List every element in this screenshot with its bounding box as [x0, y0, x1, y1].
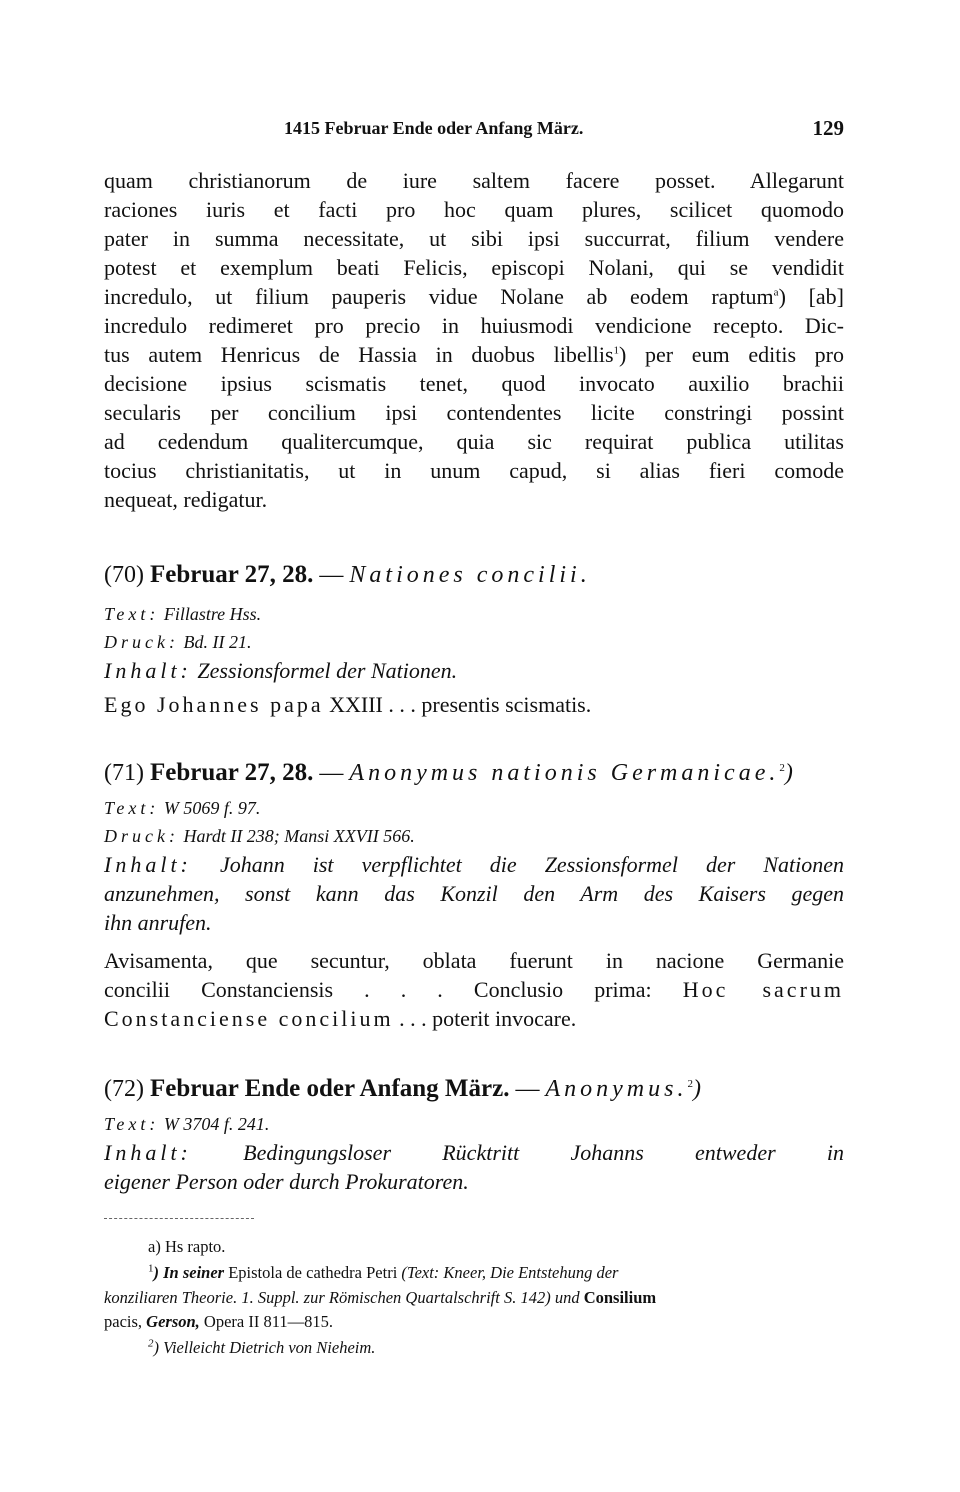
entry-72-text-value: W 3704 f. 241. [163, 1114, 270, 1134]
footnote-1-line-3 [104, 1311, 844, 1333]
body-line-3: pater in summa necessitate, ut sibi ipsi succurrat, filium vendere [104, 226, 844, 251]
entry-71-body-line-3b: . . . poterit invocare. [399, 1006, 577, 1031]
entry-71-druck-line [104, 822, 844, 851]
entry-71-body-line-3a: Constanciense concilium [104, 1006, 394, 1031]
entry-71-date: Februar 27, 28. [149, 759, 314, 786]
entry-71-body-line-3 [104, 1004, 844, 1033]
footnote-2 [148, 1337, 888, 1359]
body-line-8: decisione ipsius scismatis tenet, quod invocato auxilio brachii [104, 371, 844, 396]
footnote-1-pacis: pacis, [104, 1312, 143, 1331]
body-line-5-text: incredulo, ut filium pauperis vidue Nolane ab eodem raptum [104, 284, 774, 309]
entry-70-text-label: Text: [104, 604, 160, 624]
entry-71-body-line-2 [104, 975, 844, 1004]
body-line-7-tail: ) per eum editis pro [619, 342, 844, 367]
entry-72-heading [104, 1074, 844, 1104]
entry-71-text-value: W 5069 f. 97. [163, 798, 261, 818]
entry-71-druck-value: Hardt II 238; Mansi XXVII 566. [183, 826, 415, 846]
entry-70-heading [104, 560, 844, 590]
footnote-2-text: ) Vielleicht Dietrich von Nieheim. [153, 1338, 376, 1357]
entry-72-title-tail: ) [692, 1076, 701, 1102]
entry-70-inhalt-label: Inhalt: [104, 658, 192, 683]
running-head [104, 118, 844, 144]
body-line-6: incredulo redimeret pro precio in huiusmodi vendicione recepto. Dic- [104, 313, 844, 338]
entry-70-quote-spaced: Ego Johannes papa [104, 692, 324, 717]
body-line-10: ad cedendum qualitercumque, quia sic requirat publica utilitas [104, 429, 844, 454]
footnote-1-marker: 1 [148, 1262, 154, 1275]
entry-71-dash: — [319, 760, 344, 786]
entry-71-body-line-2a: concilii Constanciensis . . . Conclusio prima: [104, 977, 652, 1002]
body-line-9: secularis per concilium ipsi contendentes licite constringi possint [104, 400, 844, 425]
entry-70-number: (70) [104, 562, 144, 588]
entry-71-title-tail: ) [784, 760, 793, 786]
entry-72-inhalt-label: Inhalt: [104, 1140, 192, 1165]
entry-71-heading [104, 758, 844, 788]
body-line-4: potest et exemplum beati Felicis, episcopi Nolani, qui se vendidit [104, 255, 844, 280]
entry-71-inhalt-line-1 [104, 850, 844, 879]
body-line-7-text: tus autem Henricus de Hassia in duobus libellis [104, 342, 614, 367]
entry-70-title: Nationes concilii. [349, 562, 591, 588]
entry-72-inhalt-text-1: Bedingungsloser Rücktritt Johanns entweder in [243, 1140, 844, 1165]
entry-70-inhalt-value: Zessionsformel der Nationen. [197, 658, 458, 683]
entry-71-inhalt-line-3: ihn anrufen. [104, 910, 212, 935]
entry-71-inhalt-text-1: Johann ist verpflichtet die Zessionsformel der Nationen [219, 852, 844, 877]
footnote-1-ref: konziliaren Theorie. 1. Suppl. zur Römischen Quartalschrift S. 142) und [104, 1288, 580, 1307]
body-line-12: nequeat, redigatur. [104, 487, 268, 512]
entry-70-druck-line [104, 628, 844, 657]
entry-72-text-label: Text: [104, 1114, 160, 1134]
body-line-11: tocius christianitatis, ut in unum capud, si alias fieri comode [104, 458, 844, 483]
footnote-1-lead: ) In seiner [153, 1263, 225, 1282]
body-line-2: raciones iuris et facti pro hoc quam plures, scilicet quomodo [104, 197, 844, 222]
page-number: 129 [812, 116, 844, 140]
entry-71-inhalt-label: Inhalt: [104, 852, 192, 877]
footnote-1-consilium: Consilium [583, 1288, 657, 1307]
entry-70-druck-label: Druck: [104, 632, 179, 652]
entry-72-date: Februar Ende oder Anfang März. [149, 1075, 510, 1102]
body-line-5-tail: ) [ab] [778, 284, 844, 309]
entry-72-dash: — [515, 1076, 540, 1102]
body-line-7 [104, 340, 844, 369]
entry-72-inhalt-line-2: eigener Person oder durch Prokuratoren. [104, 1169, 469, 1194]
entry-72-title: Anonymus. [545, 1076, 688, 1102]
entry-71-note-marker: 2 [779, 762, 785, 774]
entry-70-date: Februar 27, 28. [149, 561, 314, 588]
footnote-2-marker: 2 [148, 1337, 154, 1350]
entry-71-text-label: Text: [104, 798, 160, 818]
entry-71-body-line-1: Avisamenta, que secuntur, oblata fuerunt in nacione Germanie [104, 948, 844, 973]
footnote-1-line-1 [148, 1262, 888, 1284]
entry-72-number: (72) [104, 1076, 144, 1102]
footnote-1-opera: Opera II 811—815. [203, 1312, 333, 1331]
entry-70-dash: — [319, 562, 344, 588]
entry-70-druck-value: Bd. II 21. [183, 632, 252, 652]
entry-71-body-line-2b: Hoc sacrum [682, 977, 845, 1002]
entry-72-inhalt-line-1 [104, 1138, 844, 1167]
footnote-separator [104, 1218, 254, 1219]
note-marker-1: 1 [613, 344, 620, 357]
entry-70-inhalt-line [104, 656, 844, 685]
entry-71-druck-label: Druck: [104, 826, 179, 846]
entry-71-title: Anonymus nationis Germanicae. [349, 760, 780, 786]
body-line-1: quam christianorum de iure saltem facere posset. Allegarunt [104, 168, 844, 193]
entry-72-note-marker: 2 [687, 1078, 693, 1090]
entry-71-text-line [104, 794, 844, 823]
note-marker-a: a [773, 286, 779, 299]
body-line-5 [104, 282, 844, 311]
footnote-1-line-2 [104, 1287, 844, 1309]
footnote-1-gerson: Gerson, [146, 1312, 200, 1331]
entry-70-text-line [104, 600, 844, 629]
footnote-1-work: Epistola de cathedra Petri [228, 1263, 398, 1282]
entry-70-quote [104, 690, 844, 719]
entry-71-number: (71) [104, 760, 144, 786]
entry-70-text-value: Fillastre Hss. [163, 604, 262, 624]
running-head-title: 1415 Februar Ende oder Anfang März. [284, 118, 584, 138]
footnote-1-source: (Text: Kneer, Die Entstehung der [401, 1263, 619, 1282]
entry-70-quote-rest: XXIII . . . presentis scismatis. [329, 692, 592, 717]
footnote-a: a) Hs rapto. [148, 1237, 226, 1256]
entry-72-text-line [104, 1110, 844, 1139]
entry-71-inhalt-line-2: anzunehmen, sonst kann das Konzil den Arm des Kaisers gegen [104, 881, 844, 906]
